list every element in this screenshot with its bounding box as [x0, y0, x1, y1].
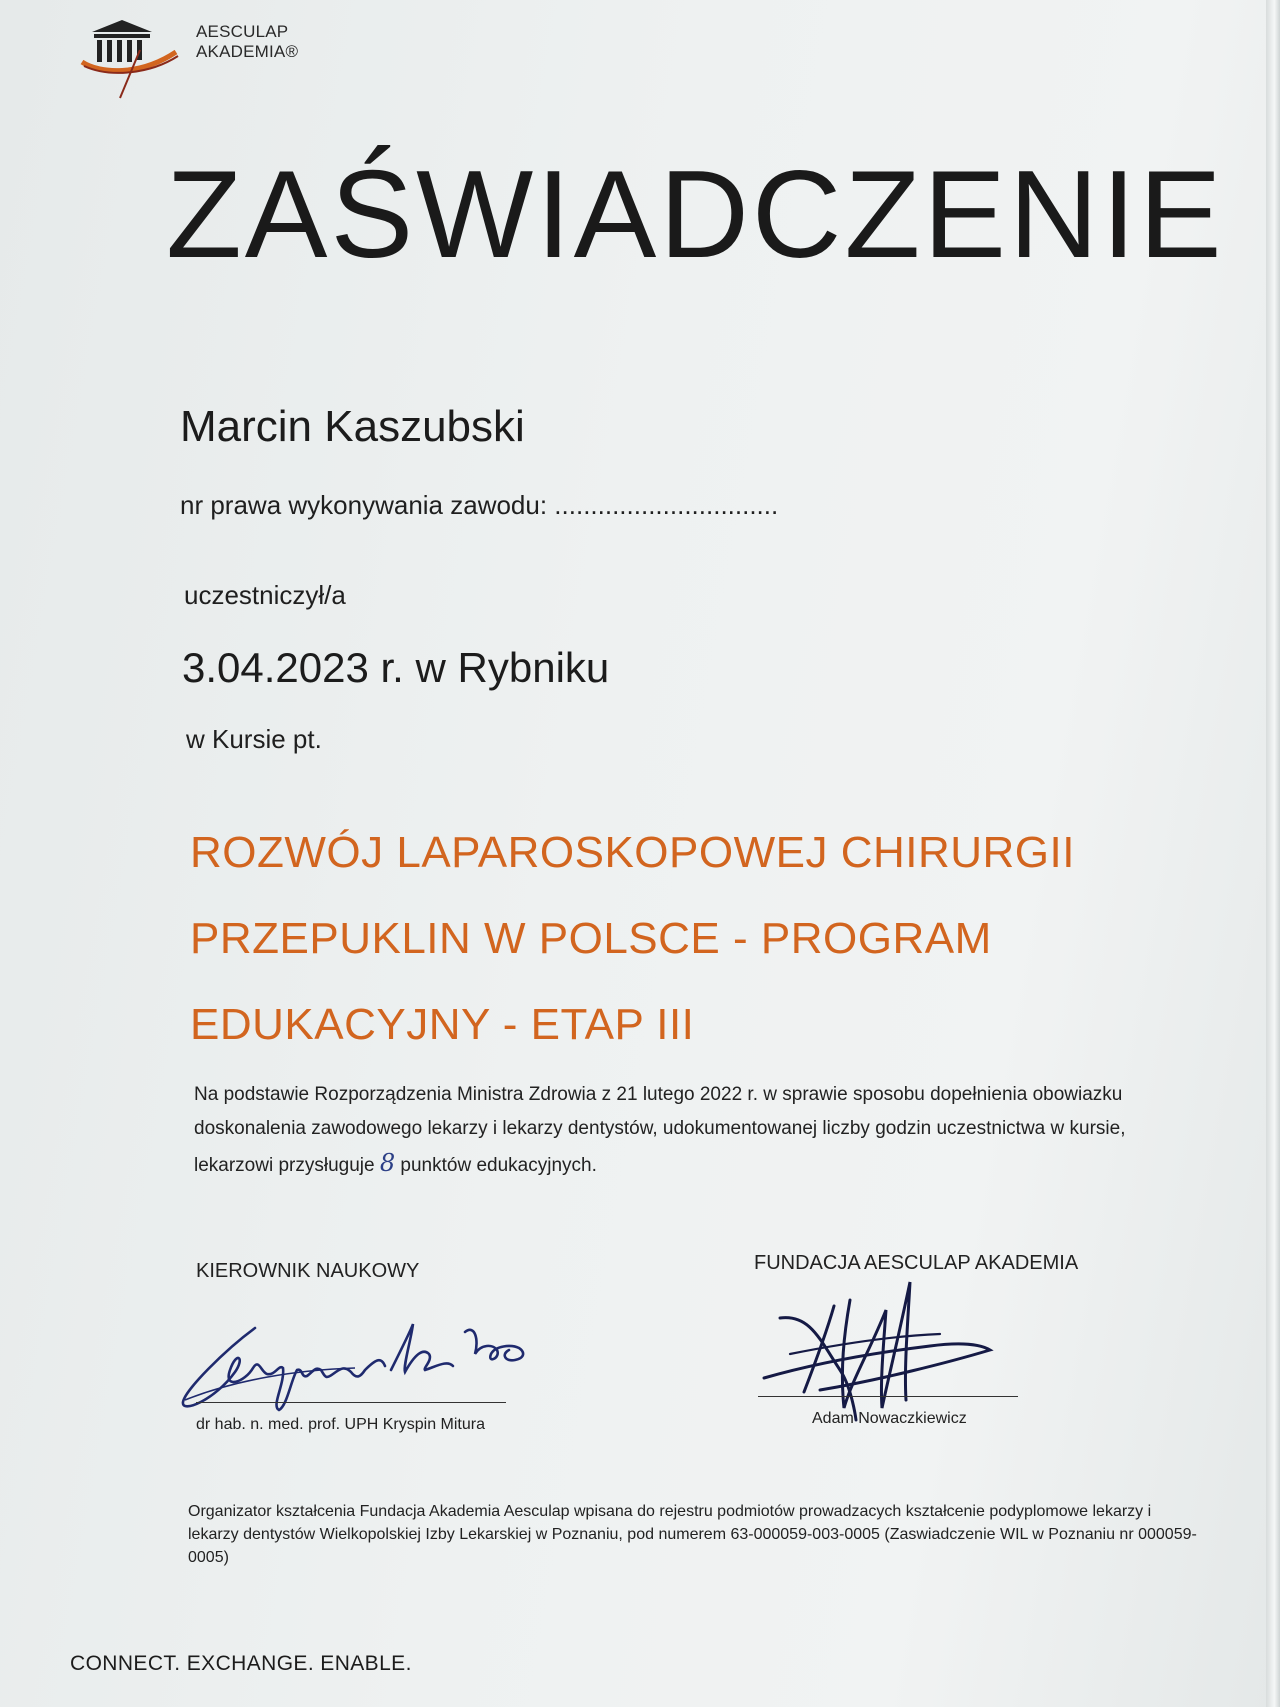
signature-right — [760, 1270, 1000, 1430]
course-title — [190, 810, 1075, 1068]
course-title-line: ROZWÓJ LAPAROSKOPOWEJ CHIRURGII — [190, 828, 1075, 877]
legal-basis-text — [194, 1078, 1154, 1183]
aesculap-logo — [80, 10, 300, 100]
slogan: CONNECT. EXCHANGE. ENABLE. — [70, 1652, 412, 1675]
course-title-line: EDUKACYJNY - ETAP III — [190, 1000, 695, 1049]
scientific-director-label: KIEROWNIK NAUKOWY — [196, 1260, 420, 1282]
license-number-field: nr prawa wykonywania zawodu: ............................... — [180, 490, 779, 520]
paper-edge — [1266, 0, 1280, 1707]
participated-text: uczestniczył/a — [184, 580, 346, 610]
temple-icon — [80, 10, 200, 100]
foundation-label: FUNDACJA AESCULAP AKADEMIA — [754, 1252, 1079, 1274]
logo-line-2: AKADEMIA® — [196, 42, 299, 61]
course-title-line: PRZEPUKLIN W POLSCE - PROGRAM — [190, 914, 992, 963]
certificate-title: ZAŚWIADCZENIE — [166, 146, 1225, 284]
logo-text — [196, 22, 298, 62]
organizer-note: Organizator kształcenia Fundacja Akademia Aesculap wpisana do rejestru podmiotów prowadzacych kształcenie podyplomowe lekarzy i lekarzy dentystów Wielkopolskiej Izby Lekarskiej w Poznaniu, pod numerem 63-000059-003-0005 (Zaswiadczenie WIL w Poznaniu nr 000059-0005) — [188, 1503, 1197, 1566]
signature-left — [175, 1310, 555, 1420]
logo-line-1: AESCULAP — [196, 22, 289, 41]
signature-line-left — [196, 1402, 506, 1403]
signature-line-right — [758, 1396, 1018, 1397]
legal-text-part-1: Na podstawie Rozporządzenia Ministra Zdrowia z 21 lutego 2022 r. w sprawie sposobu dopełnienia obowiazku doskonalenia zawodowego lekarzy i lekarzy dentystów, udokumentowanej liczby godzin uczestnictwa w kursie, lekarzowi przysługuje — [194, 1084, 1126, 1176]
scientific-director-name: dr hab. n. med. prof. UPH Kryspin Mitura — [196, 1416, 485, 1433]
course-intro: w Kursie pt. — [186, 724, 322, 754]
handwritten-points: 8 — [379, 1149, 396, 1177]
date-place: 3.04.2023 r. w Rybniku — [182, 644, 610, 691]
legal-text-part-2: punktów edukacyjnych. — [400, 1155, 597, 1176]
foundation-signatory-name: Adam Nowaczkiewicz — [812, 1410, 967, 1427]
recipient-name: Marcin Kaszubski — [180, 402, 525, 451]
